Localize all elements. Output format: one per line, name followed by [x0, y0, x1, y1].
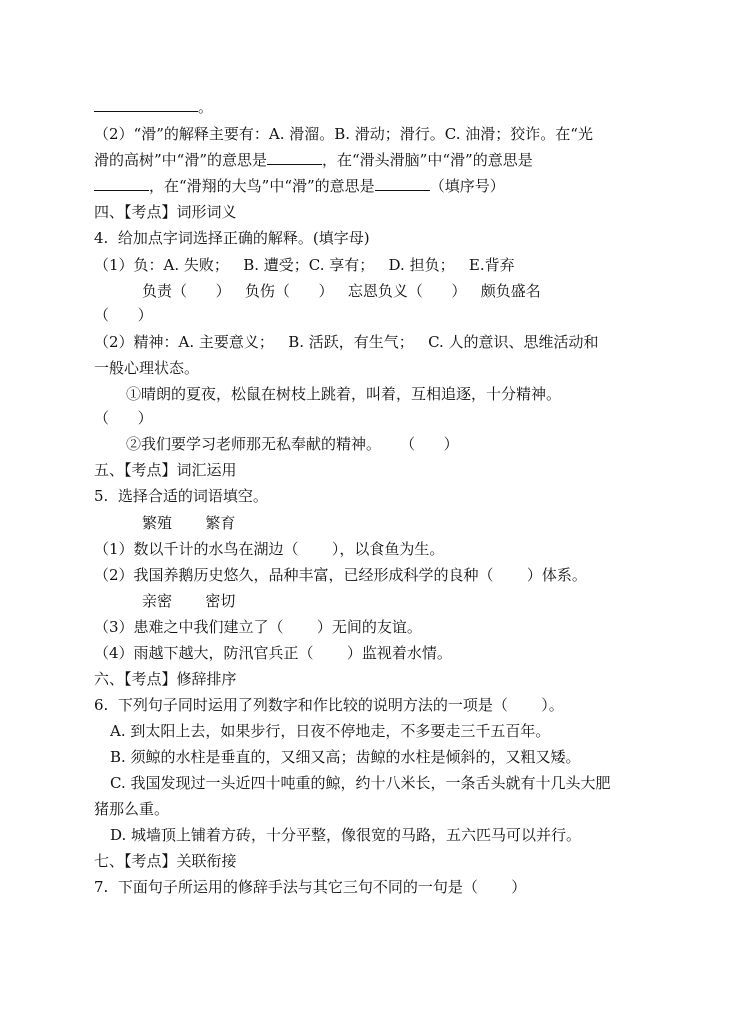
text-line-13: ①晴朗的夏夜，松鼠在树枝上跳着，叫着，互相追逐，十分精神。	[126, 385, 562, 403]
question-6: 6. 下列句子同时运用了列数字和作比较的说明方法的一项是（ ）。	[94, 696, 564, 714]
text-line-12: 一般心理状态。	[94, 359, 200, 377]
text-line-8: （1）负：A. 失败； B. 遭受；C. 享有； D. 担负； E.背弃	[94, 256, 515, 274]
text-line-14: （ ）	[94, 409, 153, 427]
text-line-23: （4）雨越下越大，防汛官兵正（ ）监视着水情。	[94, 644, 452, 662]
text-line-4: ，在“滑翔的大鸟”中“滑”的意思是 （填序号）	[94, 176, 505, 198]
option-c: C. 我国发现过一头近四十吨重的鲸，约十八米长，一条舌头就有十几头大肥	[110, 774, 611, 792]
option-a: A. 到太阳上去，如果步行，日夜不停地走，不多要走三千五百年。	[110, 722, 551, 740]
option-d: D. 城墙顶上铺着方砖，十分平整，像很宽的马路，五六匹马可以并行。	[110, 826, 582, 844]
question-4: 4. 给加点字词选择正确的解释。(填字母)	[94, 229, 370, 247]
text-line-22: （3）患难之中我们建立了（ ）无间的友谊。	[94, 618, 422, 636]
text-line-20: （2）我国养鹅历史悠久，品种丰富，已经形成科学的良种（ ）体系。	[94, 566, 587, 584]
text-line-2: （2）“滑”的解释主要有：A. 滑溜。B. 滑动；滑行。C. 油滑；狡诈。在“光	[94, 125, 593, 143]
text-line-9: 负责（ ） 负伤（ ） 忘恩负义（ ） 颇负盛名	[142, 282, 541, 300]
section-heading-5: 五、【考点】词汇运用	[94, 461, 237, 479]
text-line-3: 滑的高树”中“滑”的意思是 ，在“滑头滑脑”中“滑”的意思是	[94, 151, 533, 169]
text-line-11: （2）精神：A. 主要意义； B. 活跃，有生气； C. 人的意识、思维活动和	[94, 333, 599, 351]
option-b: B. 须鲸的水柱是垂直的，又细又高；齿鲸的水柱是倾斜的，又粗又矮。	[110, 748, 581, 766]
answer-blank	[375, 176, 430, 191]
answer-blank	[94, 97, 198, 112]
answer-blank	[267, 150, 322, 165]
word-choice-1: 繁殖 繁育	[142, 514, 236, 532]
option-c-continued: 猪那么重。	[94, 800, 170, 818]
text-line-1: 。	[94, 97, 213, 119]
section-heading-4: 四、【考点】词形词义	[94, 203, 237, 221]
text-line-15: ②我们要学习老师那无私奉献的精神。 （ ）	[126, 435, 459, 453]
text-line-19: （1）数以千计的水鸟在湖边（ ），以食鱼为生。	[94, 540, 445, 558]
section-heading-7: 七、【考点】关联衔接	[94, 852, 237, 870]
section-heading-6: 六、【考点】修辞排序	[94, 670, 237, 688]
answer-blank	[94, 176, 149, 191]
question-5: 5. 选择合适的词语填空。	[94, 487, 268, 505]
question-7: 7. 下面句子所运用的修辞手法与其它三句不同的一句是（ ）	[94, 878, 527, 896]
word-choice-2: 亲密 密切	[142, 592, 236, 610]
text-line-10: （ ）	[94, 306, 153, 324]
